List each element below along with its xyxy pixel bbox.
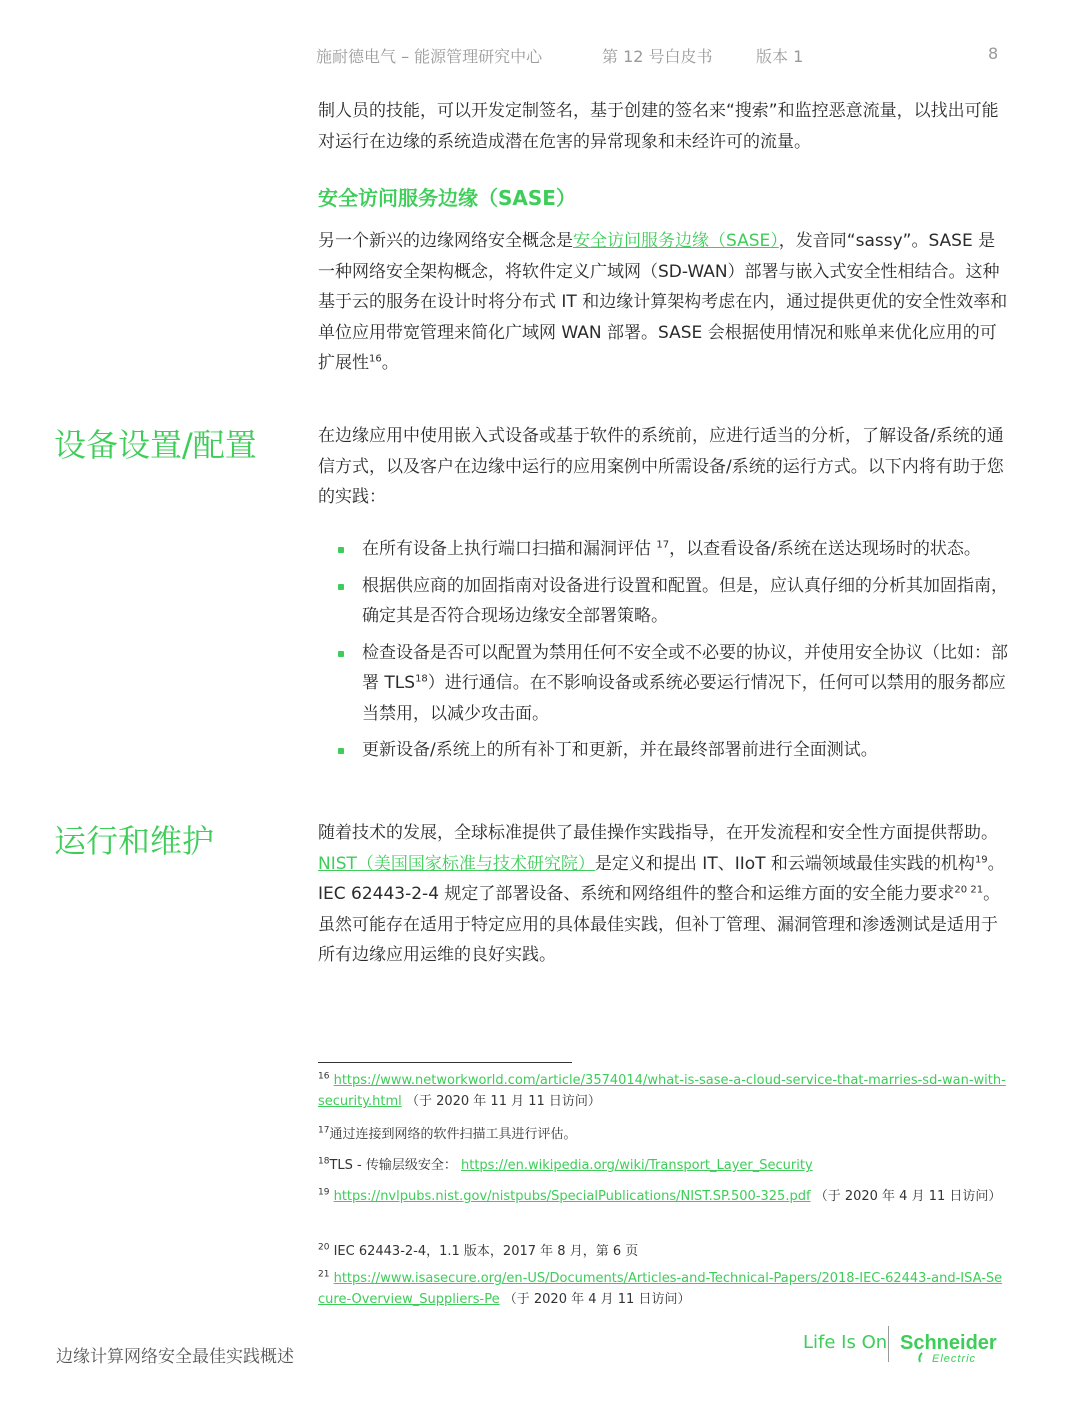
footnote-ref-19[interactable]: 19 (974, 853, 988, 865)
footnote-20-text: IEC 62443-2-4，1.1 版本，2017 年 8 月，第 6 页 (333, 1244, 639, 1259)
bullet-text: 更新设备/系统上的所有补丁和更新，并在最终部署前进行全面测试。 (362, 740, 878, 760)
footnote-18-prefix: TLS - 传输层级安全： (329, 1158, 457, 1173)
footnote-number: 20 (318, 1242, 330, 1253)
sase-text-2: ，发音同“sassy”。SASE 是一种网络安全架构概念，将软件定义广域网（SD-WAN）部署与嵌入式安全性相结合。这种基于云的服务在设计时将分布式 IT 和边缘计算架构考虑在内，通过提供更优的安全性效率和单位应用带宽管理来简化广域网 WAN 部署。SASE 会根据使用情况和账单来优化应用的可扩展性 (318, 231, 1008, 373)
page-number: 8 (988, 44, 999, 63)
bullet-text: 根据供应商的加固指南对设备进行设置和配置。但是，应认真仔细的分析其加固指南，确定其是否符合现场边缘安全部署策略。 (362, 575, 1008, 626)
nist-link[interactable]: NIST（美国国家标准与技术研究院） (318, 853, 595, 874)
footnote-17 (318, 1124, 1008, 1145)
footnote-divider (318, 1062, 572, 1063)
header-company: 施耐德电气 – 能源管理研究中心 (316, 47, 543, 66)
footer-divider (888, 1326, 889, 1362)
footnote-21-text: （于 2020 年 4 月 11 日访问） (503, 1292, 691, 1307)
operations-text-4: 。虽然可能存在适用于特定应用的具体最佳实践，但补丁管理、漏洞管理和渗透测试是适用于所有边缘应用运维的良好实践。 (318, 884, 1001, 965)
device-setup-paragraph: 在边缘应用中使用嵌入式设备或基于软件的系统前，应进行适当的分析，了解设备/系统的通信方式，以及客户在边缘中运行的应用案例中所需设备/系统的运行方式。以下内将有助于您的实践： (318, 426, 1004, 507)
footer-title: 边缘计算网络安全最佳实践概述 (56, 1347, 294, 1367)
bullet-text: 在所有设备上执行端口扫描和漏洞评估 (362, 539, 657, 559)
bullet-icon (338, 547, 344, 553)
sase-link[interactable]: 安全访问服务边缘（SASE） (573, 231, 779, 251)
footnote-ref-17[interactable]: 17 (656, 539, 670, 551)
page-header (316, 44, 1000, 70)
footnote-ref-20-21[interactable]: 20 21 (954, 884, 984, 896)
footnote-16 (318, 1070, 1008, 1112)
footnote-16-text: （于 2020 年 11 月 11 日访问） (405, 1094, 601, 1109)
bullet-icon (338, 651, 344, 657)
footnote-19 (318, 1186, 1008, 1207)
bullet-text-after: ，以查看设备/系统在送达现场时的状态。 (669, 539, 981, 559)
footnote-number: 21 (318, 1269, 330, 1280)
operations-text-3: 。IEC 62443-2-4 规定了部署设备、系统和网络组件的整合和运维方面的安全能力要求 (318, 853, 1005, 904)
device-setup-bullet-list (336, 534, 1016, 766)
list-item (336, 638, 1016, 730)
footnote-number: 17 (318, 1125, 330, 1136)
footnote-18-link[interactable]: https://en.wikipedia.org/wiki/Transport_Layer_Security (461, 1158, 813, 1173)
operations-heading: 运行和维护 (54, 822, 215, 860)
list-item (336, 571, 1016, 632)
footnote-number: 18 (318, 1156, 330, 1167)
footnote-number: 16 (318, 1071, 330, 1082)
footnote-ref-18[interactable]: 18 (415, 673, 428, 685)
bullet-icon (338, 584, 344, 590)
footnote-21-link[interactable]: https://www.isasecure.org/en-US/Documents/Articles-and-Technical-Papers/2018-IEC-62443-and-ISA-Secure-Overview_Suppliers-Pe (318, 1271, 1003, 1307)
life-is-on-tagline: Life Is On (803, 1332, 888, 1353)
footnote-19-text: （于 2020 年 4 月 11 日访问） (814, 1189, 1002, 1204)
header-paper: 第 12 号白皮书 (602, 47, 713, 66)
bullet-text-after: ）进行通信。在不影响设备或系统必要运行情况下，任何可以禁用的服务都应当禁用，以减少攻击面。 (362, 673, 1006, 724)
logo-sub-text: Electric (932, 1353, 977, 1365)
footnote-18 (318, 1155, 1008, 1176)
intro-paragraph: 制人员的技能，可以开发定制签名，基于创建的签名来“搜索”和监控恶意流量，以找出可能对运行在边缘的系统造成潜在危害的异常现象和未经许可的流量。 (318, 101, 999, 152)
footnote-19-link[interactable]: https://nvlpubs.nist.gov/nistpubs/SpecialPublications/NIST.SP.500-325.pdf (333, 1189, 811, 1204)
list-item (336, 534, 1016, 565)
list-item (336, 735, 1016, 766)
bullet-text: 检查设备是否可以配置为禁用任何不安全或不必要的协议，并使用安全协议（比如：部署 TLS (362, 642, 1008, 693)
sase-text-1: 另一个新兴的边缘网络安全概念是 (318, 231, 573, 251)
logo-brand-text: Schneider (900, 1332, 997, 1354)
footnote-17-text: 通过连接到网络的软件扫描工具进行评估。 (329, 1127, 577, 1142)
operations-text-1: 随着技术的发展，全球标准提供了最佳操作实践指导，在开发流程和安全性方面提供帮助。 (318, 823, 998, 843)
device-setup-heading: 设备设置/配置 (54, 426, 257, 464)
sase-end: 。 (381, 353, 399, 373)
footnote-ref-16[interactable]: 16 (369, 353, 382, 365)
sase-heading: 安全访问服务边缘（SASE） (318, 186, 576, 210)
operations-text-2: 是定义和提出 IT、IIoT 和云端领域最佳实践的机构 (594, 853, 975, 874)
footnote-16-link[interactable]: https://www.networkworld.com/article/3574014/what-is-sase-a-cloud-service-that-marries-sd-wan-with-security.html (318, 1073, 1006, 1109)
bullet-icon (338, 748, 344, 754)
footnote-20 (318, 1241, 1008, 1262)
footnote-21 (318, 1268, 1008, 1310)
footnote-number: 19 (318, 1187, 330, 1198)
header-version: 版本 1 (756, 47, 804, 66)
operations-paragraph (318, 818, 1008, 971)
sase-paragraph (318, 226, 1008, 379)
schneider-electric-logo (898, 1328, 1008, 1366)
